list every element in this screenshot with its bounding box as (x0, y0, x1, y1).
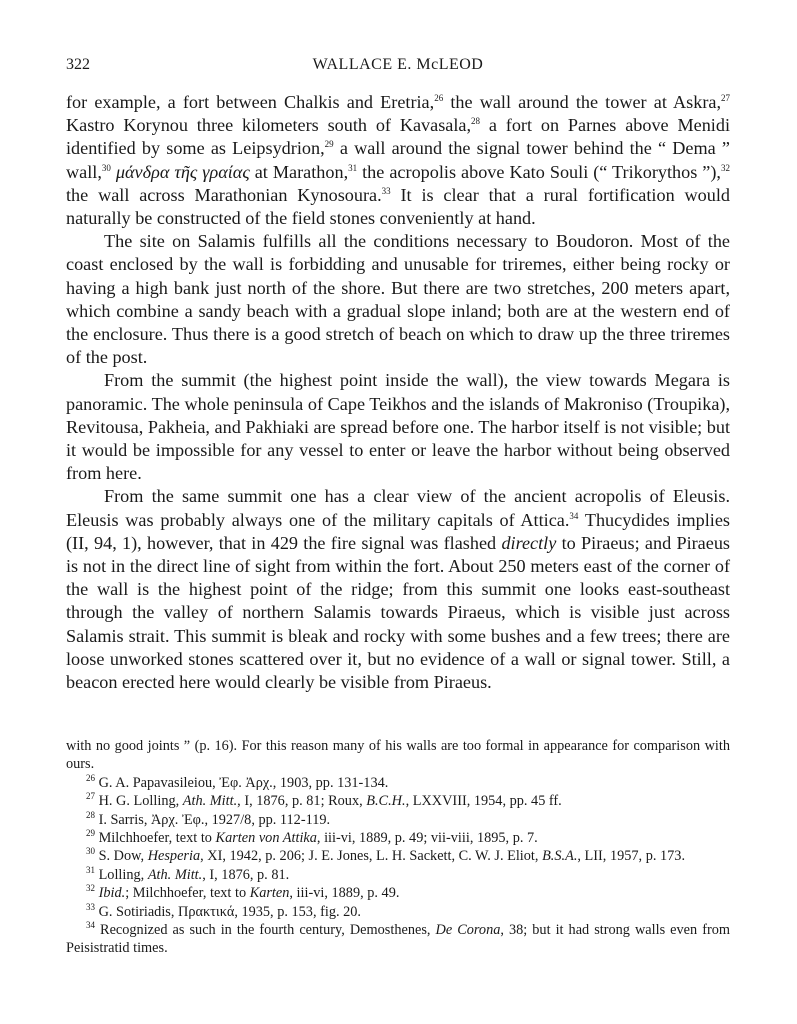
footnote-29 (66, 829, 730, 847)
greek-phrase: μάνδρα τῆς γραίας (110, 161, 250, 182)
footnote-number: 28 (86, 809, 95, 820)
text-run: It is clear that a rural fortification would naturally be constructed of the field stones conveniently at hand. (66, 184, 730, 229)
footnote-text: S. Dow, (95, 848, 148, 865)
page-number: 322 (66, 56, 90, 73)
footnote-ref: 26 (434, 92, 444, 103)
text-run: a wall around the signal tower behind the “ Dema ” wall, (66, 138, 730, 182)
footnote-text: I. Sarris, Ἀρχ. Ἐφ., 1927/8, pp. 112-119. (95, 811, 331, 828)
footnote-number: 30 (86, 846, 95, 857)
ibid: Ibid. (95, 885, 126, 902)
footnote-26 (66, 774, 730, 792)
running-title: WALLACE E. McLEOD (312, 56, 484, 73)
text-run: to Piraeus; and Piraeus is not in the direct line of sight from within the fort. About 250 meters east of the corner of the wall is the highest point of the ridge; from this summit one looks east-southeast through the valley of northern Salamis towards Piraeus, which is visible just across Salamis strait. This summit is bleak and rocky with some bushes and a few trees; there are loose unworked stones scattered over it, but no evidence of a wall or signal tower. Still, a beacon erected here would clearly be visible from Piraeus. (66, 532, 730, 693)
footnote-text: , iii-vi, 1889, p. 49; vii-viii, 1895, p. 7. (316, 830, 538, 847)
footnote-text: Milchhoefer, text to (95, 830, 216, 847)
footnote-text: , LII, 1957, p. 173. (577, 848, 686, 865)
footnote-ref: 34 (569, 510, 579, 521)
footnote-30 (66, 847, 730, 865)
footnote-text: G. Sotiriadis, Πρακτικά, 1935, p. 153, fig. 20. (95, 903, 362, 920)
text-run: the wall across Marathonian Kynosoura. (66, 184, 382, 205)
footnote-ref: 31 (348, 162, 358, 173)
text-run: the acropolis above Kato Souli (“ Trikorythos ”), (357, 161, 721, 182)
footnote-ref: 32 (720, 162, 730, 173)
text-run: a fort on Parnes above Menidi identified by some as Leipsydrion, (66, 115, 730, 159)
footnote-number: 33 (86, 901, 95, 912)
journal-title: Ath. Mitt. (182, 793, 238, 810)
footnote-34 (66, 921, 730, 958)
text-run: Kastro Korynou three kilometers south of Kavasala, (66, 115, 472, 136)
footnote-text: H. G. Lolling, (95, 793, 183, 810)
work-title: De Corona (435, 922, 501, 939)
footnote-text: , 38; but it had strong walls even from Peisistratid times. (66, 922, 730, 957)
emphasis: directly (501, 532, 557, 553)
paragraph-4 (66, 485, 730, 694)
body-text (66, 91, 730, 694)
running-header (66, 56, 730, 78)
work-title: Karten (249, 885, 290, 902)
footnote-number: 29 (86, 828, 95, 839)
footnote-continuation: with no good joints ” (p. 16). For this reason many of his walls are too formal in appearance for comparison with ours. (66, 738, 730, 773)
footnote-28 (66, 811, 730, 829)
paragraph-2: The site on Salamis fulfills all the conditions necessary to Boudoron. Most of the coast enclosed by the wall is forbidding and unusable for triremes, either being rocky or having a high bank just north of the shore. But there are two stretches, 200 meters apart, which combine a sandy beach with a gradual slope inland; both are at the western end of the enclosure. Thus there is a good stretch of beach on which to draw up the three triremes of the post. (66, 231, 730, 368)
footnote-text: , LXXVIII, 1954, pp. 45 ff. (405, 793, 562, 810)
footnote-27 (66, 792, 730, 810)
footnote-text: ; Milchhoefer, text to (125, 885, 250, 902)
text-run: From the same summit one has a clear view of the ancient acropolis of Eleusis. Eleusis was probably always one of the military capitals of Attica. (66, 486, 730, 530)
footnote-text: Lolling, (95, 866, 148, 883)
footnote-text: G. A. Papavasileiou, Ἐφ. Ἀρχ., 1903, pp. 131-134. (95, 774, 389, 791)
footnote-text: Recognized as such in the fourth century, Demosthenes, (95, 922, 436, 939)
journal-title: Hesperia (147, 848, 201, 865)
footnote-number: 34 (86, 920, 95, 931)
journal-title: B.C.H. (366, 793, 406, 810)
text-run: for example, a fort between Chalkis and Eretria, (66, 92, 435, 112)
footnote-number: 32 (86, 883, 95, 894)
footnote-ref: 33 (381, 185, 391, 196)
footnote-text: , iii-vi, 1889, p. 49. (289, 885, 400, 902)
text-run: the wall around the tower at Askra, (443, 92, 721, 112)
journal-title: B.S.A. (542, 848, 578, 865)
footnote-ref: 29 (324, 139, 334, 150)
footnote-31 (66, 866, 730, 884)
footnote-33 (66, 903, 730, 921)
footnotes (66, 737, 730, 958)
footnote-number: 31 (86, 865, 95, 876)
work-title: Karten von Attika (215, 830, 317, 847)
footnote-number: 27 (86, 791, 95, 802)
paragraph-3: From the summit (the highest point inside the wall), the view towards Megara is panoramic. The whole peninsula of Cape Teikhos and the islands of Makroniso (Troupika), Revitousa, Pakheia, and Pakhiaki are spread before one. The harbor itself is not visible; but it would be impossible for any vessel to enter or leave the harbor without being observed from here. (66, 370, 730, 484)
footnote-number: 26 (86, 773, 95, 784)
footnote-ref: 30 (101, 162, 111, 173)
footnote-text: , XI, 1942, p. 206; J. E. Jones, L. H. Sackett, C. W. J. Eliot, (200, 848, 543, 865)
footnote-32 (66, 884, 730, 902)
journal-title: Ath. Mitt. (147, 866, 203, 883)
text-run: Thucydides implies (II, 94, 1), however, that in 429 the fire signal was flashed (66, 509, 731, 553)
footnote-text: , I, 1876, p. 81; Roux, (237, 793, 367, 810)
footnote-ref: 28 (471, 116, 481, 127)
footnote-text: , I, 1876, p. 81. (202, 866, 290, 883)
text-run: at Marathon, (249, 161, 349, 182)
footnote-ref: 27 (721, 92, 730, 103)
paragraph-1 (66, 91, 730, 230)
